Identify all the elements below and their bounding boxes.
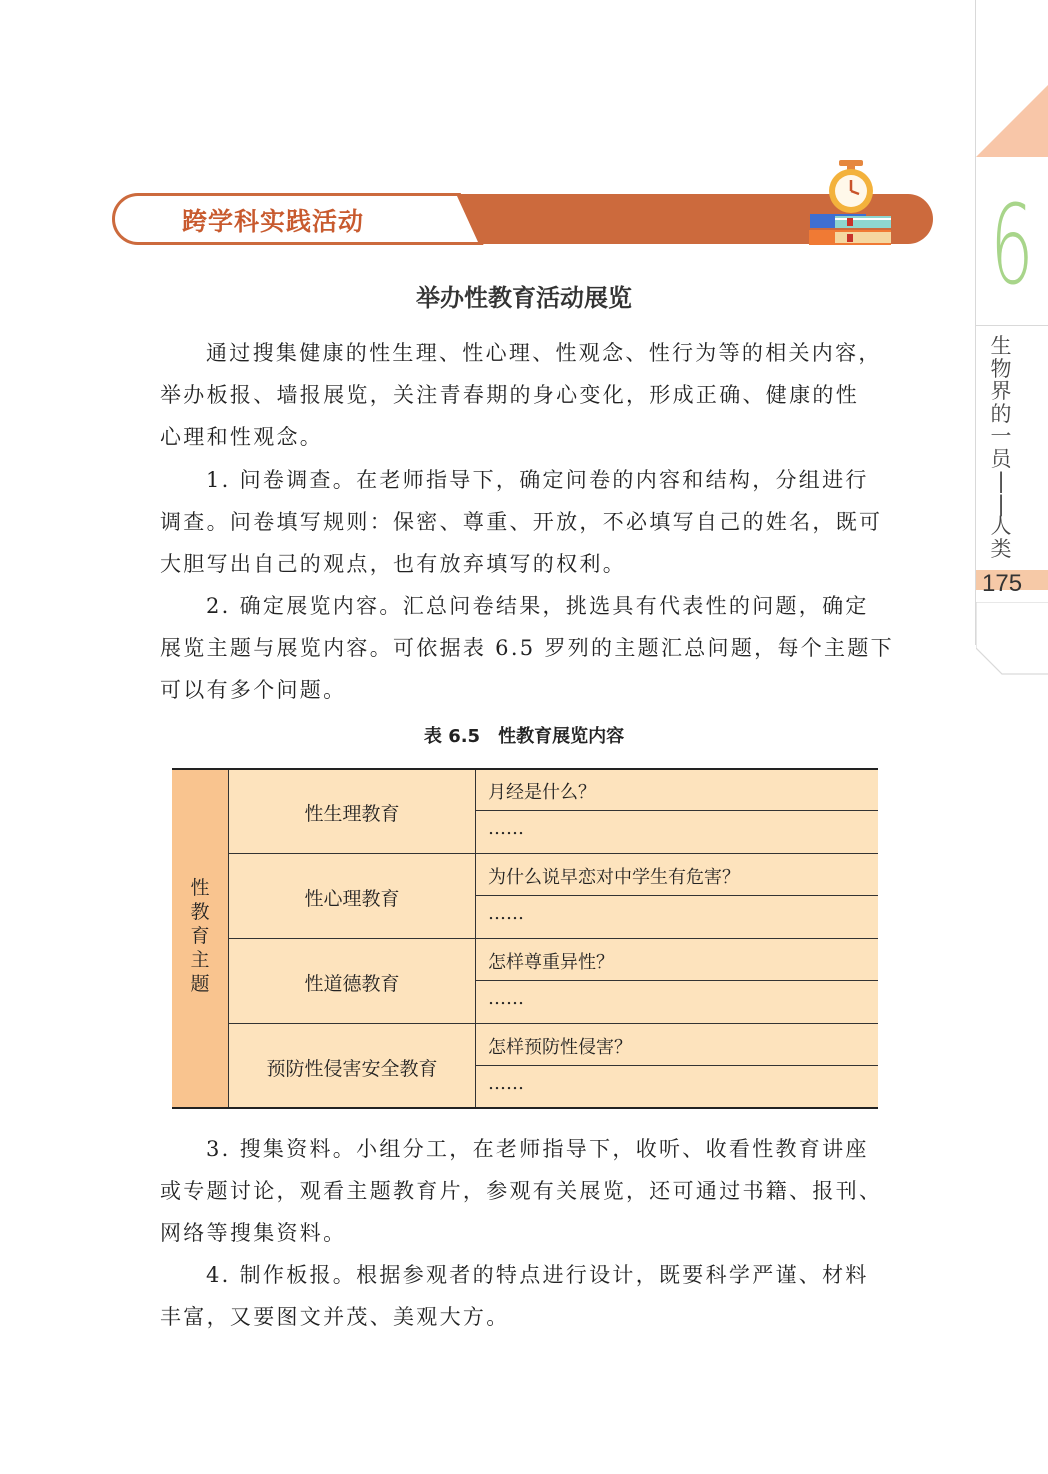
table-more-cell: …… [488,988,524,1009]
table-more-cell: …… [488,1073,524,1094]
intro-paragraph [160,332,890,458]
paragraph-line: 丰富，又要图文并茂、美观大方。 [160,1305,510,1329]
side-tab-bottom-outline [976,602,1048,682]
step-4-paragraph [160,1254,890,1338]
chapter-title [986,335,1016,560]
table-bottom-rule [172,1107,878,1109]
table-divider [476,1065,878,1066]
table-divider [476,895,878,896]
step-3-paragraph [160,1128,890,1254]
table-more-cell: …… [488,818,524,839]
paragraph-line: 或专题讨论，观看主题教育片，参观有关展览，还可通过书籍、报刊、 [160,1179,883,1203]
table-divider [229,1023,878,1024]
table-question-cell: 月经是什么？ [488,782,596,803]
chapter-number: 6 [990,181,1034,309]
paragraph-line: 心理和性观念。 [160,425,324,449]
paragraph-line: 大胆写出自己的观点，也有放弃填写的权利。 [160,552,626,576]
table-divider [476,980,878,981]
chapter-corner-triangle [976,85,1048,157]
page-number: 175 [982,570,1023,597]
activity-title: 举办性教育活动展览 [416,284,632,312]
table-divider [229,853,878,854]
exhibition-content-table [172,768,878,1109]
table-question-cell: 为什么说早恋对中学生有危害？ [488,867,740,888]
paragraph-line: 3. 搜集资料。小组分工，在老师指导下，收听、收看性教育讲座 [206,1137,869,1161]
paragraph-line: 举办板报、墙报展览，关注青春期的身心变化，形成正确、健康的性 [160,383,859,407]
stopwatch-on-books-icon [805,158,897,250]
table-row-header: 性 教 育 主 题 [190,877,210,995]
table-divider [229,938,878,939]
table-question-cell: 怎样预防性侵害？ [488,1037,632,1058]
table-more-cell: …… [488,903,524,924]
table-top-rule [172,768,878,770]
paragraph-line: 1. 问卷调查。在老师指导下，确定问卷的内容和结构，分组进行 [206,468,869,492]
table-divider [476,810,878,811]
table-question-cell: 怎样尊重异性？ [488,952,614,973]
step-2-paragraph [160,585,894,711]
paragraph-line: 4. 制作板报。根据参观者的特点进行设计，既要科学严谨、材料 [206,1263,869,1287]
table-topic-cell: 预防性侵害安全教育 [266,1058,438,1080]
table-caption: 表 6.5 性教育展览内容 [423,726,625,747]
table-topic-cell: 性生理教育 [304,803,400,825]
paragraph-line: 网络等搜集资料。 [160,1221,347,1245]
paragraph-line: 展览主题与展览内容。可依据表 6.5 罗列的主题汇总问题，每个主题下 [160,636,894,660]
paragraph-line: 可以有多个问题。 [160,678,347,702]
section-banner-title: 跨学科实践活动 [182,207,365,236]
paragraph-line: 调查。问卷填写规则：保密、尊重、开放，不必填写自己的姓名，既可 [160,510,883,534]
step-1-paragraph [160,459,890,585]
table-topic-cell: 性道德教育 [304,973,400,995]
table-topic-cell: 性心理教育 [304,888,400,910]
chapter-title-text: 生 物 界 的 一 员 | | 人 类 [990,334,1012,561]
paragraph-line: 通过搜集健康的性生理、性心理、性观念、性行为等的相关内容， [206,341,882,365]
side-divider [976,325,1048,326]
paragraph-line: 2. 确定展览内容。汇总问卷结果，挑选具有代表性的问题，确定 [206,594,869,618]
